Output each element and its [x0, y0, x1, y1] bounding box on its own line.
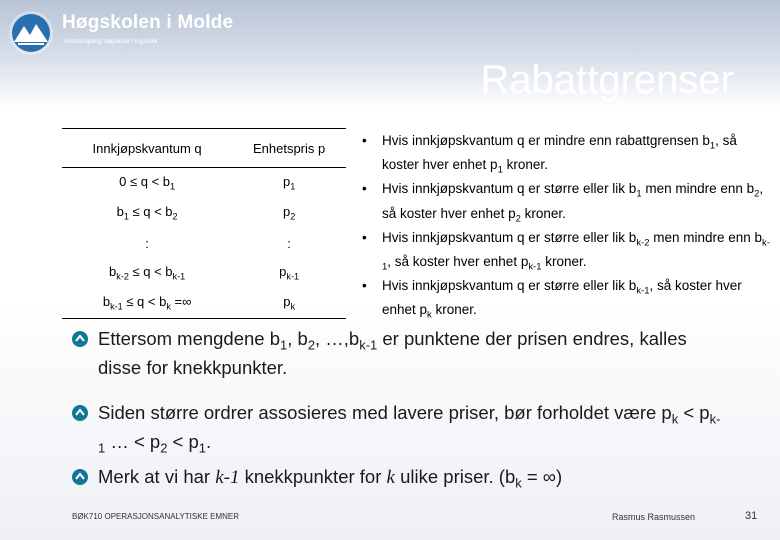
point-text: Merk at vi har k-1 knekkpunkter for k ulike priser. ($b_k$ = ∞): [98, 466, 563, 491]
point-price-order: [72, 402, 722, 459]
table-row: [62, 228, 346, 258]
list-item: [362, 180, 774, 228]
table-row: [62, 258, 346, 288]
table-header-row: [62, 129, 346, 168]
footer-author: Rasmus Rasmussen: [612, 512, 696, 522]
bullet-dot-icon: •: [362, 181, 367, 197]
list-item: [362, 229, 774, 277]
table-row: [62, 198, 346, 228]
bullet-dot-icon: •: [362, 229, 367, 245]
bullet-text: Hvis innkjøpskvantum q er større eller lik $b_1$ men mindre enn $b_2$, så koster hver enhet $p_2$ kroner.: [382, 181, 764, 225]
price-table: [62, 128, 346, 319]
table-cell-range: $b_1 \le q < b_2$: [116, 204, 178, 222]
footer-course: BØK710 OPERASJONSANALYTISKE EMNER: [72, 512, 240, 521]
table-cell-range: $b_{k-1} \le q < b_k$ =∞: [62, 288, 232, 319]
point-breakpoint-count: [72, 466, 722, 495]
point-knekkpunkter: [72, 328, 722, 379]
table-cell-range: $0 \le q < b_1$: [119, 174, 176, 192]
point-text: Siden større ordrer assosieres med lavere priser, bør forholdet være $p_k < p_{k-1}$ … < $p_2 < p_1$.: [98, 402, 721, 456]
circle-arrow-icon: [72, 405, 88, 421]
table-header-quantity: Innkjøpskvantum q: [62, 129, 232, 168]
table-cell-price: $p_{k-1}$: [279, 264, 300, 282]
table-cell-price: :: [287, 235, 291, 251]
table-row: [62, 288, 346, 319]
bullet-text: Hvis innkjøpskvantum q er større eller lik $b_{k-1}$, så koster hver enhet $p_k$ kroner.: [382, 278, 742, 321]
table-cell-price: $p_2$: [282, 204, 296, 222]
bullet-text: Hvis innkjøpskvantum q er større eller lik $b_{k-2}$ men mindre enn $b_{k-1}$, så koster hver enhet $p_{k-1}$ kroner.: [382, 229, 770, 273]
page-number: 31: [745, 510, 758, 522]
brand-name: Høgskolen i Molde: [62, 12, 234, 33]
brand-tagline: vitenskapelig høgskole i logistikk: [64, 38, 158, 45]
list-item: [362, 132, 774, 180]
list-item: [362, 277, 774, 325]
table-cell-range: :: [145, 235, 149, 251]
bullet-text: Hvis innkjøpskvantum q er mindre enn rabattgrensen $b_1$, så koster hver enhet $p_1$ kroner.: [382, 133, 737, 176]
mountain-logo-icon: [8, 10, 54, 56]
table-header-price: Enhetspris p: [232, 129, 346, 168]
circle-arrow-icon: [72, 331, 88, 347]
bullet-list: [362, 132, 774, 326]
table-cell-price: $p_1$: [282, 174, 296, 192]
slide-title: Rabattgrenser: [480, 58, 734, 102]
point-text: Ettersom mengdene $b_1$, $b_2$, $\dots,b_{k-1}$ er punktene der prisen endres, kalles disse for knekkpunkter.: [98, 328, 687, 378]
bullet-dot-icon: •: [362, 133, 367, 148]
table-row: [62, 168, 346, 199]
circle-arrow-icon: [72, 469, 88, 485]
bullet-dot-icon: •: [362, 278, 367, 294]
table-cell-range: $b_{k-2} \le q < b_{k-1}$: [109, 264, 186, 282]
table-cell-price: $p_k$: [232, 288, 346, 319]
